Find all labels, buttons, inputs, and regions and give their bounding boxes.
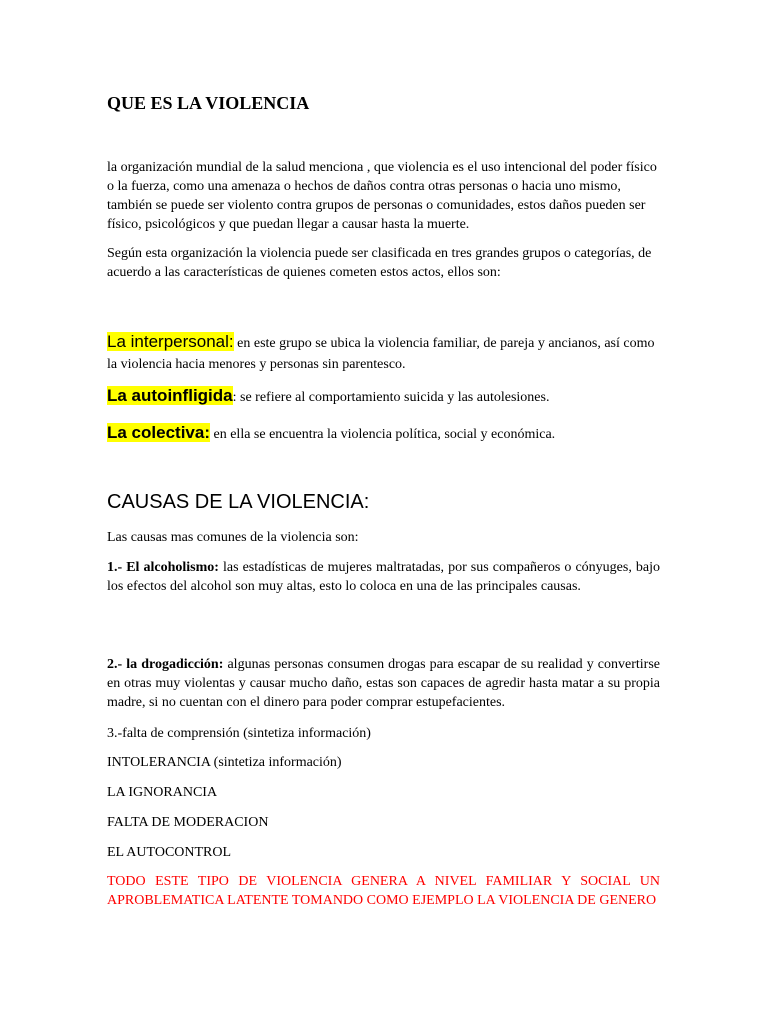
causes-heading: CAUSAS DE LA VIOLENCIA: [107, 491, 370, 513]
type-autoinfligida-text: : se refiere al comportamiento suicida y las autolesiones. [232, 390, 550, 405]
term-interpersonal: La interpersonal: [107, 332, 234, 351]
cause-alcoholismo-label: 1.- El alcoholismo: [107, 560, 219, 575]
conclusion-paragraph: TODO ESTE TIPO DE VIOLENCIA GENERA A NIVEL FAMILIAR Y SOCIAL UN APROBLEMATICA LATENTE TOMANDO COMO EJEMPLO LA VIOLENCIA DE GENERO [107, 874, 660, 908]
intro-paragraph: la organización mundial de la salud menciona , que violencia es el uso intencional del poder físico o la fuerza, como una amenaza o hechos de daños contra otras personas o hacia uno mismo, también se puede ser violento contra grupos de personas o comunidades, estos daños pueden ser físico, psicológicos y que puedan llegar a causar hasta la muerte. [107, 160, 657, 232]
cause-line-3: LA IGNORANCIA [107, 785, 218, 800]
type-colectiva-text: en ella se encuentra la violencia política, social y económica. [210, 427, 556, 442]
cause-drogadiccion [107, 655, 660, 712]
cause-alcoholismo-text: las estadísticas de mujeres maltratadas, por sus compañeros o cónyuges, bajo los efectos del alcohol son muy altas, esto lo coloca en una de las principales causas. [107, 560, 660, 594]
cause-line-5: EL AUTOCONTROL [107, 845, 232, 860]
type-interpersonal [107, 331, 660, 375]
document-title: QUE ES LA VIOLENCIA [107, 93, 310, 113]
cause-line-4: FALTA DE MODERACION [107, 815, 269, 830]
term-colectiva: La colectiva: [107, 423, 210, 442]
cause-line-1: 3.-falta de comprensión (sintetiza información) [107, 726, 371, 741]
cause-drogadiccion-text: algunas personas consumen drogas para escapar de su realidad y convertirse en otras muy violentas y causar mucho daño, estas son capaces de agredir hasta matar a su propia madre, si no cuentan con el dinero para poder comprar estupefacientes. [107, 657, 660, 710]
cause-drogadiccion-label: 2.- la drogadicción: [107, 657, 224, 672]
cause-alcoholismo [107, 558, 660, 596]
cause-line-2: INTOLERANCIA (sintetiza información) [107, 755, 342, 770]
classification-paragraph: Según esta organización la violencia puede ser clasificada en tres grandes grupos o categorías, de acuerdo a las características de quienes cometen estos actos, ellos son: [107, 246, 652, 280]
type-colectiva [107, 423, 660, 444]
term-autoinfligida: La autoinfligida [107, 386, 233, 405]
causes-intro: Las causas mas comunes de la violencia son: [107, 530, 359, 545]
type-autoinfligida [107, 386, 660, 407]
type-interpersonal-text: en este grupo se ubica la violencia familiar, de pareja y ancianos, así como la violencia hacia menores y personas sin parentesco. [107, 336, 655, 372]
